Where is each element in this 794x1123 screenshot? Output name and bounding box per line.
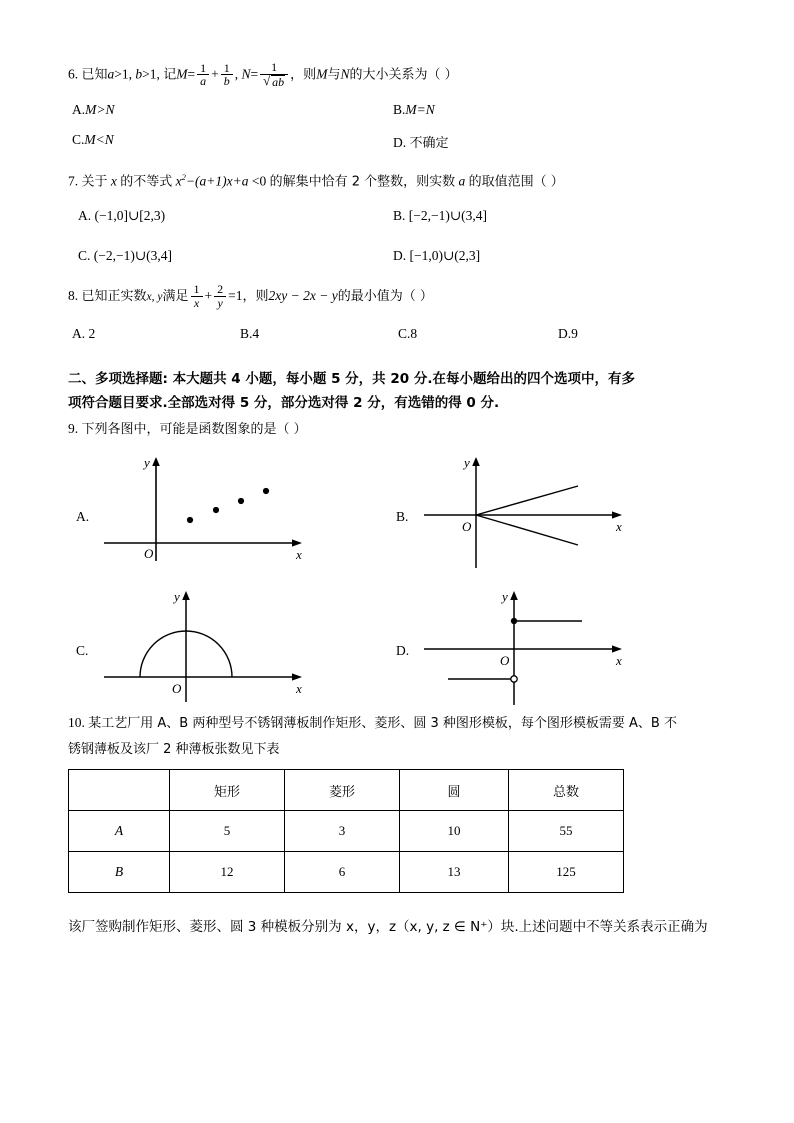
q6-frac3-denominator [260,74,288,89]
q7-option-B-label: B. [393,208,406,223]
question-6-options-row-2 [68,132,728,162]
y-axis-arrow-icon [510,591,518,600]
data-point [187,517,193,523]
q7-var-x: x [110,173,117,189]
q6-frac1-denominator: a [197,74,209,88]
q8-option-A[interactable] [72,326,95,342]
origin-label: O [500,653,510,669]
q7-expr-rest: −(a+1)x+a [185,173,249,189]
q9-graph-B-label: B. [396,509,409,525]
x-axis-arrow-icon [292,540,302,547]
q9-graph-D [396,587,696,712]
q7-stem-text-a: 关于 [81,174,108,190]
q8-stem-text-d: 的最小值为（ ） [337,289,433,305]
q6-fraction-1-over-b [221,62,233,88]
q6-option-C-text: M<N [84,132,114,147]
table-header-corner [69,770,170,811]
q6-radicand: ab [272,74,285,89]
q8-option-D-text: 9 [571,326,578,341]
q6-option-D-label: D. [393,135,407,150]
q6-option-B-label: B. [393,102,406,117]
q9-graph-A-label: A. [76,509,90,525]
q8-fraction-1-over-x [191,283,203,309]
q9-stem-text: 下列各图中，可能是函数图象的是（ ） [81,422,307,438]
origin-label: O [462,519,472,535]
table-row [69,852,624,893]
q8-option-C-text: 8 [410,326,418,341]
x-axis-label: x [616,653,622,669]
q8-fraction-2-over-y [214,283,226,309]
q6-number: 6. [68,66,79,82]
y-axis-label: y [174,589,180,605]
q9-graph-C-label: C. [76,643,89,659]
q8-option-D[interactable] [558,326,578,342]
q7-stem-text-c: 的解集中恰有 2 个整数，则实数 [269,174,456,190]
q6-frac2-numerator: 1 [223,60,230,75]
q8-stem-text-c: ，则 [242,289,269,305]
table-cell-B-circle: 13 [400,852,509,893]
q7-option-D[interactable] [393,248,480,264]
question-6-options-row-1 [68,102,728,132]
section-2-line-1: 二、多项选择题: 本大题共 4 小题，每小题 5 分，共 20 分.在每小题给出的四个选项中，有多 [68,371,635,387]
q8-number: 8. [68,288,79,304]
x-axis-arrow-icon [292,674,302,681]
q6-option-A-label: A. [72,102,86,117]
q6-fraction-1-over-a [197,62,209,88]
q7-option-A-text: (−1,0]∪[2,3) [94,208,166,223]
q6-plus: + [211,66,219,82]
lower-ray [476,515,578,545]
q6-frac2-denominator: b [221,74,233,88]
q6-stem-text-4: 与 [327,67,341,83]
q10-number: 10. [68,715,85,731]
q7-option-C-label: C. [78,248,91,263]
page-content [68,62,728,935]
q8-option-C-label: C. [398,326,411,341]
q7-expr-exponent: 2 [181,172,186,182]
section-2-heading [68,368,728,415]
q6-option-C[interactable] [72,132,114,148]
q10-stem-text-line-1: 某工艺厂用 A、B 两种型号不锈钢薄板制作矩形、菱形、圆 3 种图形模板，每个图形模板需要 A、B 不 [88,716,677,732]
question-7-stem [68,172,728,200]
question-6-stem [68,62,728,102]
q10-stem-text-line-2: 锈钢薄板及该厂 2 种薄板张数见下表 [68,742,280,758]
q6-option-D[interactable] [393,132,449,151]
q6-stem-text-1: 已知 [81,67,108,83]
q6-frac3-numerator: 1 [271,60,278,74]
table-header-row [69,770,624,811]
x-axis-label: x [616,519,622,535]
q7-option-A-label: A. [78,208,92,223]
question-10-tail-text: 该厂签购制作矩形、菱形、圆 3 种模板分别为 x，y，z（x, y, z ∈ N⁺）块.上述问题中不等关系表示正确为 [68,919,708,936]
table-row-label-A: A [69,811,170,852]
q8-frac2-numerator: 2 [217,282,224,296]
q8-equals: =1 [228,288,243,304]
q6-stem-text-3: ，则 [290,67,317,83]
y-axis-arrow-icon [472,457,480,466]
q7-expr-inequality: <0 [251,173,267,189]
table-head [69,770,624,811]
data-point [263,488,269,494]
table-row-label-B: B [69,852,170,893]
q6-equals-2: = [250,66,259,82]
q7-option-D-label: D. [393,248,407,263]
question-7-options-row-1 [68,200,728,244]
q8-option-D-label: D. [558,326,572,341]
q6-gt1-a: >1, [114,66,133,82]
q6-frac1-numerator: 1 [200,60,207,75]
q9-graph-B-plot [418,453,648,573]
q8-stem-text-a: 已知正实数 [81,289,147,305]
x-axis-label: x [296,681,302,697]
q6-gt1-b: >1, [142,66,160,82]
question-8-options-row [68,326,728,358]
q9-graph-C [76,587,376,712]
q7-stem-text-b: 的不等式 [120,174,173,190]
q8-option-B[interactable] [240,326,259,342]
question-7-options-row-2 [68,244,728,284]
q7-stem-text-d: 的取值范围（ ） [468,174,564,190]
question-9-graph-set [68,447,728,715]
q7-option-B-text: [−2,−1)∪(3,4] [408,208,488,223]
y-axis-label: y [464,455,470,471]
upper-ray [476,486,578,515]
q7-expr-x: x [175,173,182,189]
q6-var-b: b [135,66,143,82]
q7-option-C-text: (−2,−1)∪(3,4] [93,248,173,263]
origin-label: O [144,546,154,562]
materials-table [68,769,624,893]
origin-label: O [172,681,182,697]
q6-option-C-label: C. [72,132,85,147]
table-body [69,811,624,893]
table-row [69,811,624,852]
q9-graph-C-plot [98,587,328,707]
q6-fraction-1-over-sqrt-ab [260,61,288,88]
q9-graph-A-plot [98,453,328,573]
q6-symbol-M: M [176,66,188,82]
q7-option-D-text: [−1,0)∪(2,3] [409,248,481,263]
q8-frac2-denominator: y [214,296,226,310]
q6-stem-text-5: 的大小关系为（ ） [349,67,458,83]
question-10-stem-line-1 [68,715,728,741]
table-cell-B-rhombus: 6 [285,852,400,893]
table-header-rhombus: 菱形 [285,770,400,811]
q8-frac1-denominator: x [191,296,203,310]
y-axis-label: y [502,589,508,605]
q7-option-A[interactable] [78,208,165,224]
q9-graph-D-label: D. [396,643,410,659]
table-cell-A-rectangle: 5 [170,811,285,852]
q8-plus: + [204,288,213,304]
y-axis-arrow-icon [152,457,160,466]
q7-option-B[interactable] [393,208,487,224]
open-dot [511,676,517,682]
x-axis-label: x [296,547,302,563]
q8-option-A-label: A. [72,326,86,341]
x-axis-arrow-icon [612,646,622,653]
data-point [238,498,244,504]
table-cell-A-total: 55 [509,811,624,852]
q6-symbol-N: N [241,66,251,82]
q8-option-B-label: B. [240,326,253,341]
q8-expression: 2xy − 2x − y [268,288,338,304]
q8-option-B-text: 4 [252,326,260,341]
q6-option-B-text: M=N [405,102,435,117]
y-axis-arrow-icon [182,591,190,600]
question-10-stem-line-2 [68,741,728,769]
q9-number: 9. [68,421,79,437]
q7-number: 7. [68,173,79,189]
x-axis-arrow-icon [612,512,622,519]
q6-option-D-text: 不确定 [409,136,449,151]
q8-option-C[interactable] [398,326,417,342]
q9-graph-B [396,453,696,578]
table-cell-B-total: 125 [509,852,624,893]
table-header-rectangle: 矩形 [170,770,285,811]
q6-symbol-M-2: M [316,66,328,82]
q6-option-A[interactable] [72,102,115,118]
q9-graph-D-plot [418,587,648,707]
table-header-circle: 圆 [400,770,509,811]
table-cell-A-rhombus: 3 [285,811,400,852]
table-cell-A-circle: 10 [400,811,509,852]
y-axis-label: y [144,455,150,471]
question-9-stem [68,421,728,447]
data-point [213,507,219,513]
q8-frac1-numerator: 1 [193,282,200,296]
q6-option-B[interactable] [393,102,435,118]
q6-option-A-text: M>N [85,102,115,117]
sqrt-icon [263,75,285,89]
section-2-line-2: 项符合题目要求.全部选对得 5 分，部分选对得 2 分，有选错的得 0 分. [68,394,500,411]
q9-graph-A [76,453,376,578]
q6-stem-text-2: 记 [163,67,177,83]
q6-equals-1: = [187,66,196,82]
q6-comma-1: , [234,66,239,82]
q6-symbol-N-2: N [340,66,350,82]
q7-option-C[interactable] [78,248,172,264]
closed-dot [511,618,517,624]
q8-option-A-text: 2 [88,326,96,341]
q8-stem-text-b: 满足 [162,289,189,305]
q7-var-a: a [458,173,466,189]
table-cell-B-rectangle: 12 [170,852,285,893]
table-header-total: 总数 [509,770,624,811]
question-8-stem [68,284,728,326]
q8-vars: x, y [146,291,163,304]
q6-var-a: a [107,66,115,82]
